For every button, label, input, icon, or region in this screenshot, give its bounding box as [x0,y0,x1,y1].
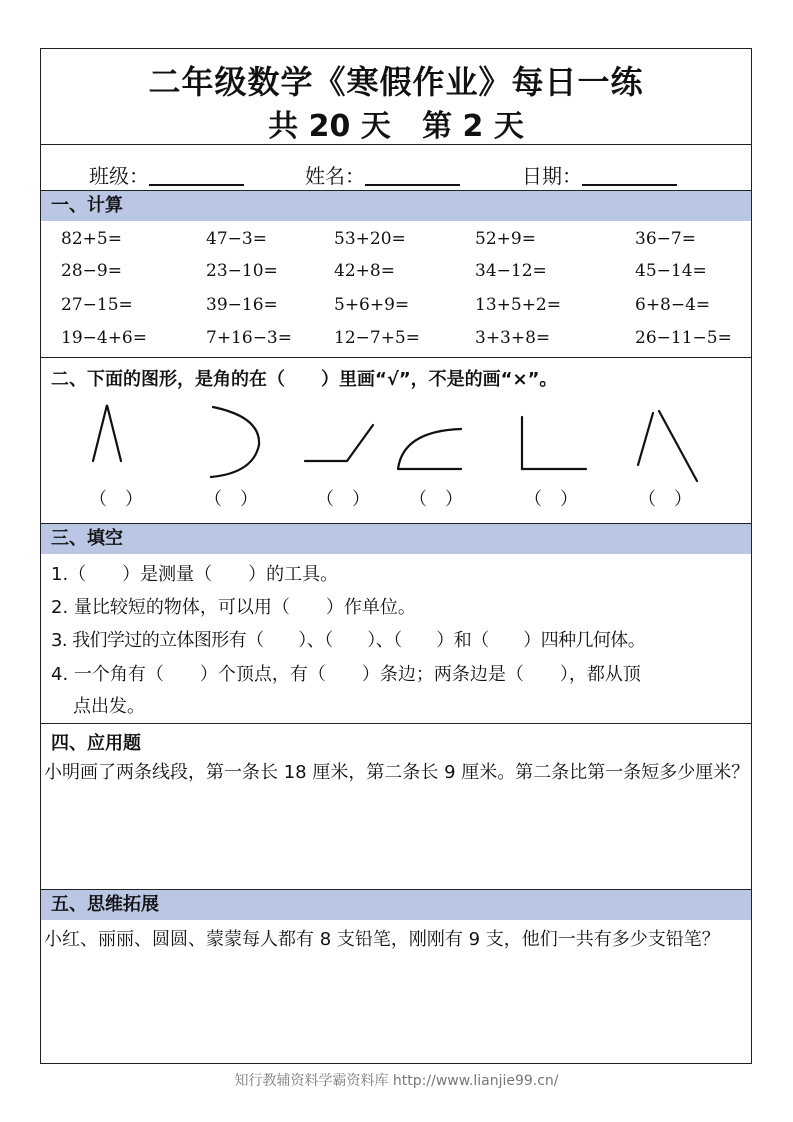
section-heading-calc: 一、计算 [41,191,751,221]
fill-item-3: 3. 我们学过的立体图形有（ ）、（ ）、（ ）和（ ）四种几何体。 [51,630,646,651]
calc-item: 34−12= [475,261,547,281]
calc-item: 7+16−3= [206,328,292,348]
name-field[interactable] [305,160,460,189]
divider [41,357,751,358]
worksheet-subtitle: 共 20 天 第 2 天 [268,109,524,144]
calc-item: 28−9= [61,261,122,281]
class-label: 班级： [89,164,149,188]
date-label: 日期： [522,164,582,188]
section-heading-fill: 三、填空 [41,524,751,554]
fill-item-1: 1.（ ）是测量（ ）的工具。 [51,564,339,585]
section-heading-thinking: 五、思维拓展 [41,890,751,920]
section-heading-angles: 二、下面的图形，是角的在（ ）里画“√”，不是的画“×”。 [51,369,558,390]
answer-paren-5[interactable]: （ ） [524,489,578,510]
calc-item: 47−3= [206,229,267,249]
calc-item: 6+8−4= [635,295,711,315]
figure-curved-corner [398,429,461,469]
calc-item: 5+6+9= [334,295,410,315]
section-heading-word-problem: 四、应用题 [51,733,141,754]
figure-curve [211,407,259,477]
fill-item-2: 2. 量比较短的物体，可以用（ ）作单位。 [51,597,416,618]
angle-figures [41,389,753,489]
date-field[interactable] [522,160,677,189]
calc-item: 27−15= [61,295,133,315]
calc-item: 52+9= [475,229,536,249]
calc-item: 3+3+8= [475,328,551,348]
fill-item-4: 4. 一个角有（ ）个顶点，有（ ）条边；两条边是（ ），都从顶 [51,664,641,685]
student-info [41,157,751,189]
calc-item: 19−4+6= [61,328,147,348]
name-blank[interactable] [365,164,460,186]
calc-item: 13+5+2= [475,295,561,315]
worksheet-title: 二年级数学《寒假作业》每日一练 [148,63,644,101]
figure-bent-line [305,425,373,461]
figure-open-line-right [659,411,697,481]
date-blank[interactable] [582,164,677,186]
figure-right-angle [522,417,586,469]
answer-paren-2[interactable]: （ ） [204,489,258,510]
class-blank[interactable] [149,164,244,186]
calc-item: 53+20= [334,229,406,249]
fill-item-4-cont: 点出发。 [73,696,145,717]
calc-item: 12−7+5= [334,328,420,348]
class-field[interactable] [89,160,244,189]
calc-item: 42+8= [334,261,395,281]
figure-open-line-left [638,413,653,465]
answer-paren-4[interactable]: （ ） [409,489,463,510]
answer-paren-6[interactable]: （ ） [638,489,692,510]
thinking-problem-text: 小红、丽丽、圆圆、蒙蒙每人都有 8 支铅笔，刚刚有 9 支，他们一共有多少支铅笔？ [44,929,720,950]
calc-item: 23−10= [206,261,278,281]
calc-item: 39−16= [206,295,278,315]
word-problem-text: 小明画了两条线段，第一条长 18 厘米，第二条长 9 厘米。第二条比第一条短多少厘米？ [44,762,750,783]
calc-item: 36−7= [635,229,696,249]
divider [41,723,751,724]
calc-item: 82+5= [61,229,122,249]
answer-paren-1[interactable]: （ ） [89,489,143,510]
name-label: 姓名： [305,164,365,188]
answer-paren-3[interactable]: （ ） [316,489,370,510]
footer-source: 知行教辅资料学霸资料库 http://www.lianjie99.cn/ [234,1073,559,1089]
divider [41,144,751,145]
figure-angle-1 [93,405,121,461]
worksheet [40,48,752,1064]
calc-item: 45−14= [635,261,707,281]
calc-item: 26−11−5= [635,328,732,348]
